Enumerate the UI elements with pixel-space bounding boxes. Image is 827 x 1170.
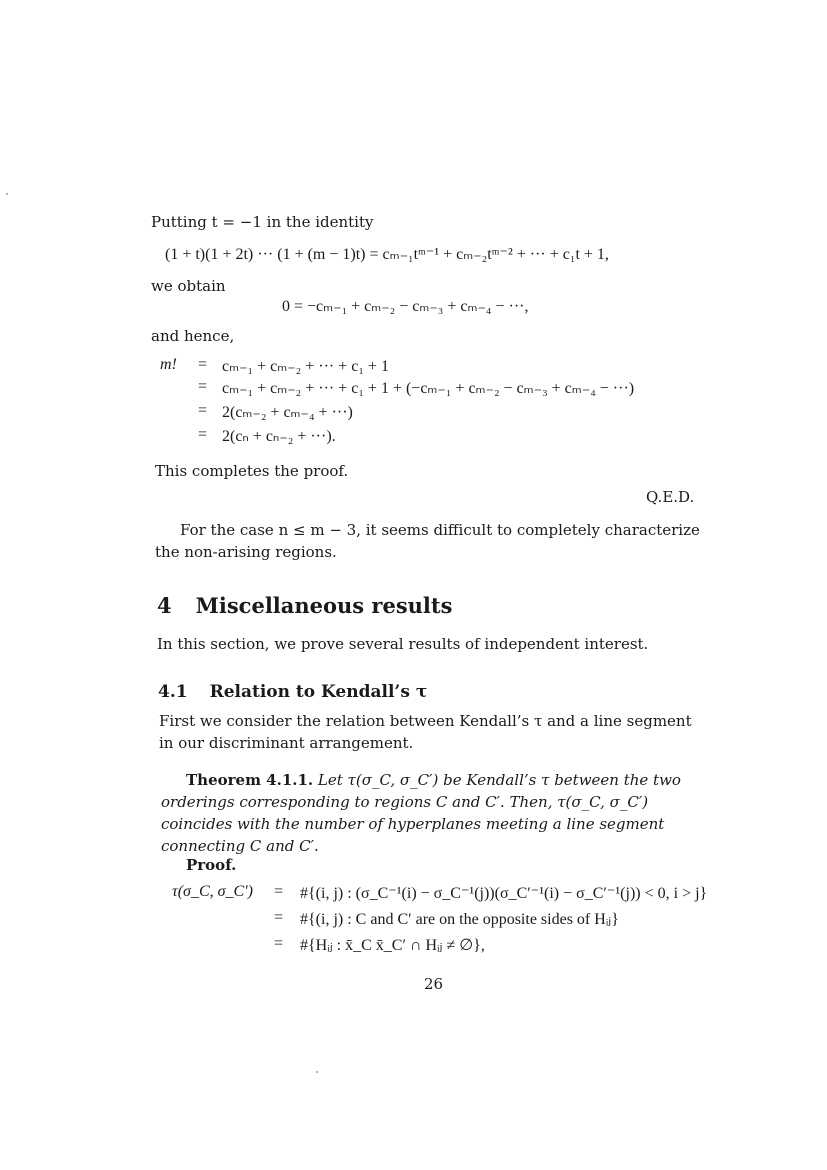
align-eq-sign-3: = bbox=[198, 402, 208, 419]
align-row-3: 2(cₘ₋₂ + cₘ₋₄ + ···) bbox=[222, 404, 353, 421]
subsection-heading bbox=[158, 682, 427, 702]
subsection-number: 4.1 bbox=[158, 682, 188, 702]
theorem-body: Let τ(σ_C, σ_C′) be Kendall’s τ between the two orderings corresponding to regions C and C′. Then, τ(σ_C, σ_C′) coincides with the number of hyperplanes meeting a line segment connecting C and C′. bbox=[161, 771, 681, 855]
proof-line-1: #{(i, j) : (σ_C⁻¹(i) − σ_C⁻¹(j))(σ_C′⁻¹(i) − σ_C′⁻¹(j)) < 0, i > j} bbox=[300, 885, 708, 902]
subsection-title: Relation to Kendall’s τ bbox=[209, 682, 428, 702]
mfact-lhs: m! bbox=[160, 356, 177, 373]
align-row-4: 2(cₙ + cₙ₋₂ + ···). bbox=[222, 428, 336, 445]
proof-line-3: #{Hᵢⱼ : x̄_C x̄_C′ ∩ Hᵢⱼ ≠ ∅}, bbox=[300, 937, 485, 954]
section-title: Miscellaneous results bbox=[195, 593, 453, 618]
section-heading bbox=[157, 593, 452, 618]
align-eq-sign-1: = bbox=[198, 356, 208, 373]
section-number: 4 bbox=[157, 593, 172, 618]
proof-eq-sign-2: = bbox=[274, 909, 284, 926]
proof-eq-sign-1: = bbox=[274, 883, 284, 900]
subsection-intro: First we consider the relation between Kendall’s τ and a line segment in our discriminant arrangement. bbox=[159, 712, 692, 752]
proof-lhs: τ(σ_C, σ_C′) bbox=[172, 883, 254, 900]
case-paragraph: For the case n ≤ m − 3, it seems difficult to completely characterize the non-arising regions. bbox=[155, 521, 700, 561]
proof-eq-sign-3: = bbox=[274, 935, 284, 952]
theorem-block bbox=[161, 769, 701, 857]
completes-line: This completes the proof. bbox=[155, 462, 349, 480]
align-eq-sign-2: = bbox=[198, 378, 208, 395]
putting-line: Putting t = −1 in the identity bbox=[151, 213, 374, 231]
align-row-1: cₘ₋₁ + cₘ₋₂ + ··· + c₁ + 1 bbox=[222, 358, 389, 375]
align-eq-sign-4: = bbox=[198, 426, 208, 443]
theorem-label: Theorem 4.1.1. bbox=[186, 771, 314, 789]
zero-equation: 0 = −cₘ₋₁ + cₘ₋₂ − cₘ₋₃ + cₘ₋₄ − ···, bbox=[282, 298, 529, 315]
proof-label: Proof. bbox=[186, 856, 237, 874]
scan-speck bbox=[316, 1071, 318, 1073]
page-number: 26 bbox=[424, 975, 444, 993]
align-row-2: cₘ₋₁ + cₘ₋₂ + ··· + c₁ + 1 + (−cₘ₋₁ + cₘ₋₂ − cₘ₋₃ + cₘ₋₄ − ···) bbox=[222, 380, 635, 397]
proof-line-2: #{(i, j) : C and C′ are on the opposite sides of Hᵢⱼ} bbox=[300, 911, 619, 928]
scan-speck bbox=[6, 193, 8, 195]
section-intro: In this section, we prove several results of independent interest. bbox=[157, 635, 649, 653]
and-hence-line: and hence, bbox=[151, 327, 235, 345]
identity-equation: (1 + t)(1 + 2t) ··· (1 + (m − 1)t) = cₘ₋₁tᵐ⁻¹ + cₘ₋₂tᵐ⁻² + ··· + c₁t + 1, bbox=[165, 246, 609, 263]
we-obtain-line: we obtain bbox=[151, 277, 226, 295]
qed-mark: Q.E.D. bbox=[646, 488, 695, 506]
